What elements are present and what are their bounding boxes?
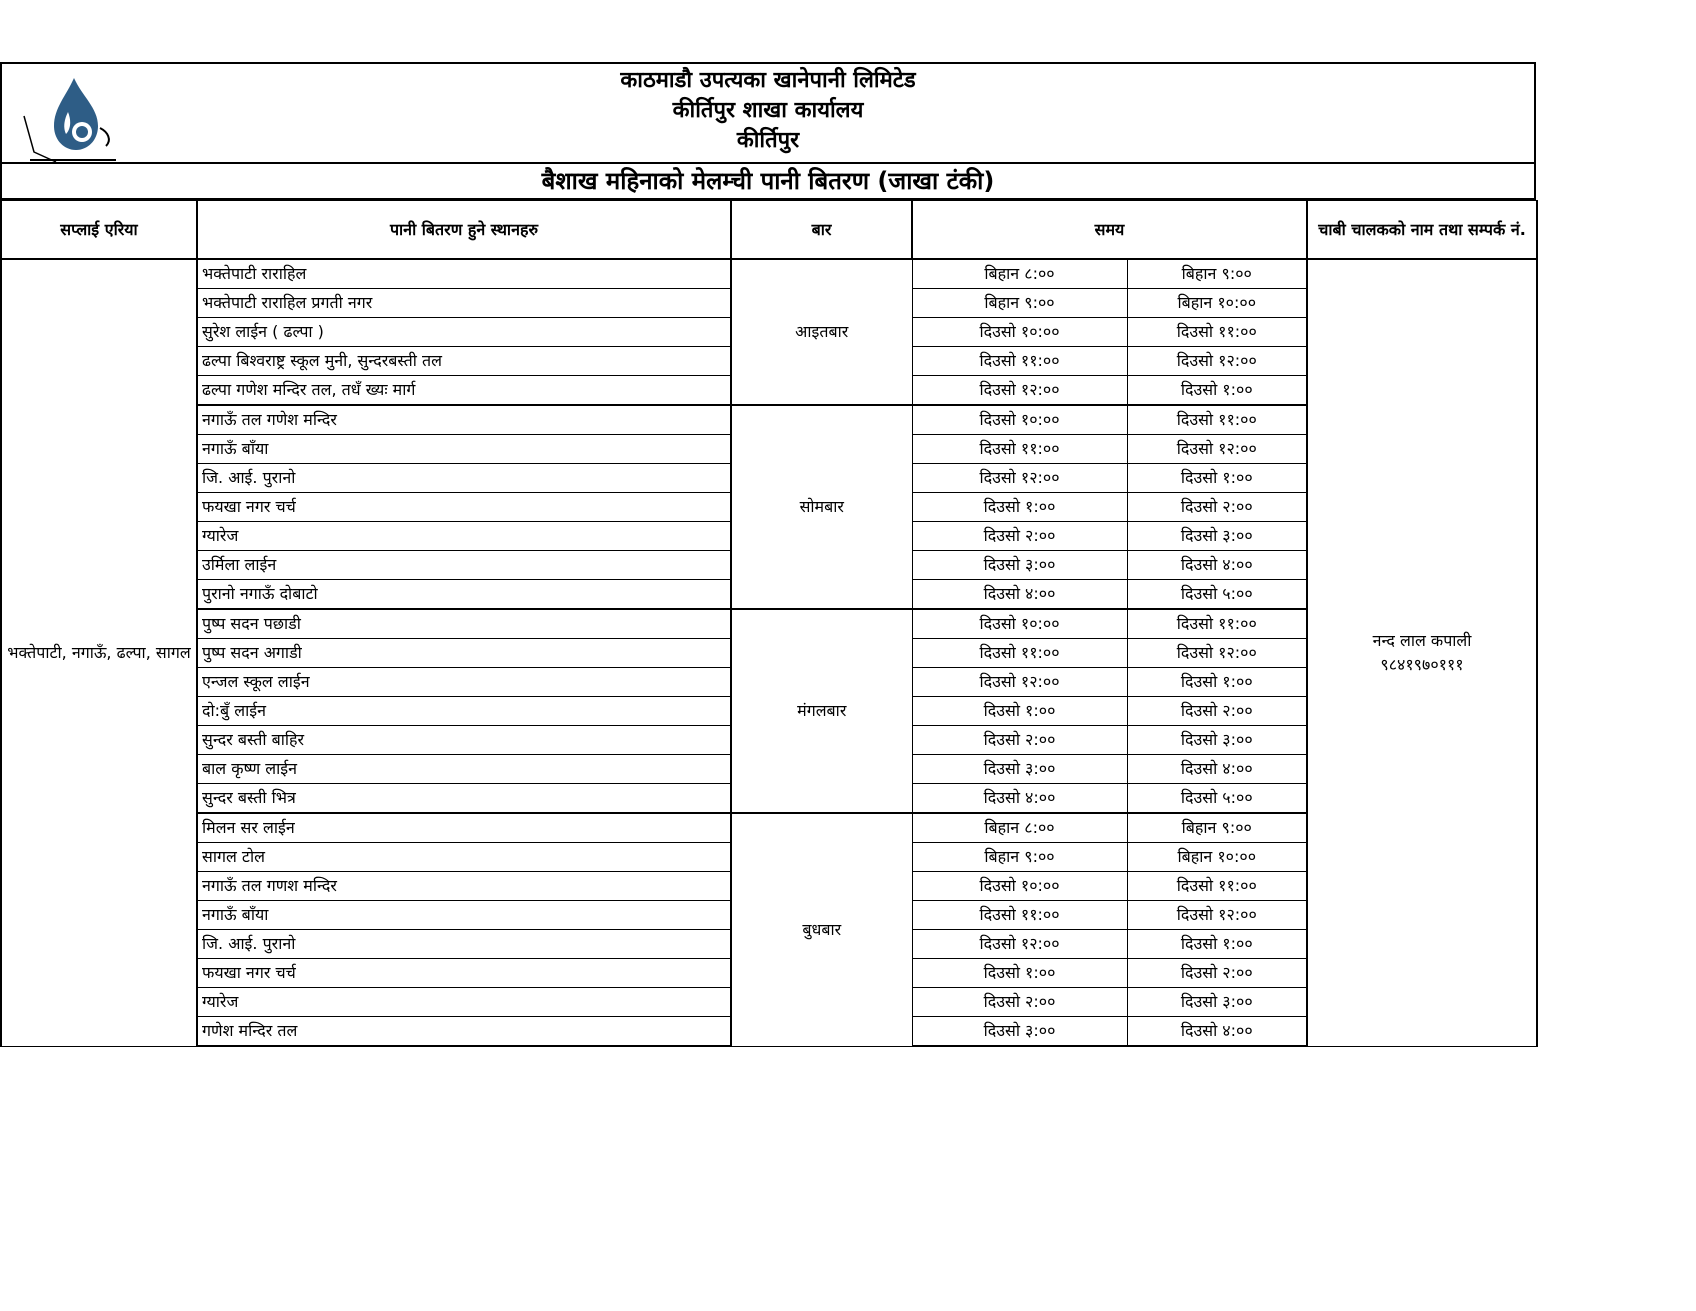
day-cell: मंगलबार xyxy=(731,609,912,813)
time-to-cell: दिउसो ११:०० xyxy=(1127,318,1307,347)
table-row xyxy=(1,609,1537,639)
time-to-cell: दिउसो ३:०० xyxy=(1127,522,1307,551)
supply-area-cell: भक्तेपाटी, नगाऊँ, ढल्पा, सागल xyxy=(1,259,197,1046)
location-cell: सुरेश लाईन ( ढल्पा ) xyxy=(197,318,731,347)
time-from-cell: दिउसो १०:०० xyxy=(912,318,1127,347)
time-from-cell: दिउसो ३:०० xyxy=(912,755,1127,784)
time-from-cell: दिउसो ३:०० xyxy=(912,1017,1127,1047)
branch-location: कीर्तिपुर xyxy=(736,128,800,153)
time-from-cell: दिउसो १२:०० xyxy=(912,930,1127,959)
location-cell: ढल्पा गणेश मन्दिर तल, तधँ ख्यः मार्ग xyxy=(197,376,731,406)
time-to-cell: बिहान ९:०० xyxy=(1127,813,1307,843)
time-to-cell: दिउसो २:०० xyxy=(1127,697,1307,726)
table-row xyxy=(1,405,1537,435)
table-row xyxy=(1,813,1537,843)
time-to-cell: दिउसो १२:०० xyxy=(1127,639,1307,668)
location-cell: नगाऊँ तल गणश मन्दिर xyxy=(197,872,731,901)
location-cell: भक्तेपाटी राराहिल xyxy=(197,259,731,289)
time-from-cell: दिउसो ४:०० xyxy=(912,784,1127,814)
time-to-cell: दिउसो १:०० xyxy=(1127,930,1307,959)
time-from-cell: दिउसो १२:०० xyxy=(912,668,1127,697)
contact-cell xyxy=(1307,259,1537,1046)
location-cell: ढल्पा बिश्वराष्ट्र स्कूल मुनी, सुन्दरबस्ती तल xyxy=(197,347,731,376)
time-to-cell: दिउसो २:०० xyxy=(1127,959,1307,988)
time-to-cell: बिहान ९:०० xyxy=(1127,259,1307,289)
location-cell: सुन्दर बस्ती बाहिर xyxy=(197,726,731,755)
location-cell: पुष्प सदन पछाडी xyxy=(197,609,731,639)
time-to-cell: दिउसो १:०० xyxy=(1127,464,1307,493)
location-cell: नगाऊँ बाँया xyxy=(197,435,731,464)
location-cell: बाल कृष्ण लाईन xyxy=(197,755,731,784)
col-header-area: सप्लाई एरिया xyxy=(1,201,197,260)
location-cell: दो:बुँ लाईन xyxy=(197,697,731,726)
day-cell: बुधबार xyxy=(731,813,912,1046)
time-from-cell: दिउसो १२:०० xyxy=(912,376,1127,406)
day-cell: आइतबार xyxy=(731,259,912,405)
time-from-cell: दिउसो १२:०० xyxy=(912,464,1127,493)
time-to-cell: बिहान १०:०० xyxy=(1127,843,1307,872)
time-to-cell: दिउसो २:०० xyxy=(1127,493,1307,522)
location-cell: पुरानो नगाऊँ दोबाटो xyxy=(197,580,731,610)
org-name: काठमाडौ उपत्यका खानेपानी लिमिटेड xyxy=(620,68,916,93)
header-titles xyxy=(2,66,1534,156)
time-to-cell: दिउसो ११:०० xyxy=(1127,405,1307,435)
time-to-cell: दिउसो ५:०० xyxy=(1127,784,1307,814)
location-cell: सुन्दर बस्ती भित्र xyxy=(197,784,731,814)
time-to-cell: दिउसो १२:०० xyxy=(1127,435,1307,464)
location-cell: उर्मिला लाईन xyxy=(197,551,731,580)
time-to-cell: दिउसो ३:०० xyxy=(1127,726,1307,755)
contact-phone: ९८४१९७०१११ xyxy=(1380,654,1464,674)
time-from-cell: दिउसो २:०० xyxy=(912,522,1127,551)
time-from-cell: दिउसो ४:०० xyxy=(912,580,1127,610)
location-cell: जि. आई. पुरानो xyxy=(197,464,731,493)
time-to-cell: दिउसो ५:०० xyxy=(1127,580,1307,610)
time-from-cell: दिउसो ११:०० xyxy=(912,347,1127,376)
schedule-sheet xyxy=(0,62,1536,1047)
col-header-contact: चाबी चालकको नाम तथा सम्पर्क नं. xyxy=(1307,201,1537,260)
table-row xyxy=(1,259,1537,289)
time-from-cell: दिउसो ३:०० xyxy=(912,551,1127,580)
location-cell: नगाऊँ तल गणेश मन्दिर xyxy=(197,405,731,435)
time-from-cell: बिहान ९:०० xyxy=(912,289,1127,318)
time-from-cell: दिउसो १:०० xyxy=(912,697,1127,726)
time-from-cell: बिहान ९:०० xyxy=(912,843,1127,872)
time-to-cell: दिउसो ४:०० xyxy=(1127,551,1307,580)
col-header-day: बार xyxy=(731,201,912,260)
contact-name: नन्द लाल कपाली xyxy=(1372,630,1472,650)
time-from-cell: दिउसो २:०० xyxy=(912,988,1127,1017)
time-from-cell: दिउसो ११:०० xyxy=(912,901,1127,930)
location-cell: नगाऊँ बाँया xyxy=(197,901,731,930)
location-cell: ग्यारेज xyxy=(197,522,731,551)
col-header-time: समय xyxy=(912,201,1307,260)
time-to-cell: दिउसो १२:०० xyxy=(1127,347,1307,376)
time-from-cell: दिउसो २:०० xyxy=(912,726,1127,755)
location-cell: भक्तेपाटी राराहिल प्रगती नगर xyxy=(197,289,731,318)
time-from-cell: दिउसो ११:०० xyxy=(912,435,1127,464)
time-to-cell: दिउसो ३:०० xyxy=(1127,988,1307,1017)
schedule-subtitle: बैशाख महिनाको मेलम्ची पानी बितरण (जाखा टंकी) xyxy=(0,162,1536,200)
distribution-table xyxy=(0,200,1538,1047)
location-cell: ग्यारेज xyxy=(197,988,731,1017)
col-header-locations: पानी बितरण हुने स्थानहरु xyxy=(197,201,731,260)
location-cell: फयखा नगर चर्च xyxy=(197,959,731,988)
location-cell: एन्जल स्कूल लाईन xyxy=(197,668,731,697)
time-to-cell: दिउसो १:०० xyxy=(1127,376,1307,406)
location-cell: मिलन सर लाईन xyxy=(197,813,731,843)
location-cell: सागल टोल xyxy=(197,843,731,872)
time-to-cell: बिहान १०:०० xyxy=(1127,289,1307,318)
time-from-cell: बिहान ८:०० xyxy=(912,259,1127,289)
location-cell: गणेश मन्दिर तल xyxy=(197,1017,731,1047)
time-from-cell: दिउसो १०:०० xyxy=(912,872,1127,901)
time-from-cell: दिउसो १०:०० xyxy=(912,405,1127,435)
time-from-cell: दिउसो ११:०० xyxy=(912,639,1127,668)
branch-name: कीर्तिपुर शाखा कार्यालय xyxy=(672,98,864,123)
time-to-cell: दिउसो १:०० xyxy=(1127,668,1307,697)
document-header xyxy=(0,62,1536,162)
location-cell: फयखा नगर चर्च xyxy=(197,493,731,522)
time-from-cell: दिउसो १:०० xyxy=(912,493,1127,522)
time-from-cell: बिहान ८:०० xyxy=(912,813,1127,843)
time-to-cell: दिउसो १२:०० xyxy=(1127,901,1307,930)
time-from-cell: दिउसो १०:०० xyxy=(912,609,1127,639)
day-cell: सोमबार xyxy=(731,405,912,609)
time-to-cell: दिउसो ११:०० xyxy=(1127,872,1307,901)
location-cell: जि. आई. पुरानो xyxy=(197,930,731,959)
time-from-cell: दिउसो १:०० xyxy=(912,959,1127,988)
time-to-cell: दिउसो ११:०० xyxy=(1127,609,1307,639)
time-to-cell: दिउसो ४:०० xyxy=(1127,755,1307,784)
time-to-cell: दिउसो ४:०० xyxy=(1127,1017,1307,1047)
table-header-row xyxy=(1,201,1537,260)
location-cell: पुष्प सदन अगाडी xyxy=(197,639,731,668)
